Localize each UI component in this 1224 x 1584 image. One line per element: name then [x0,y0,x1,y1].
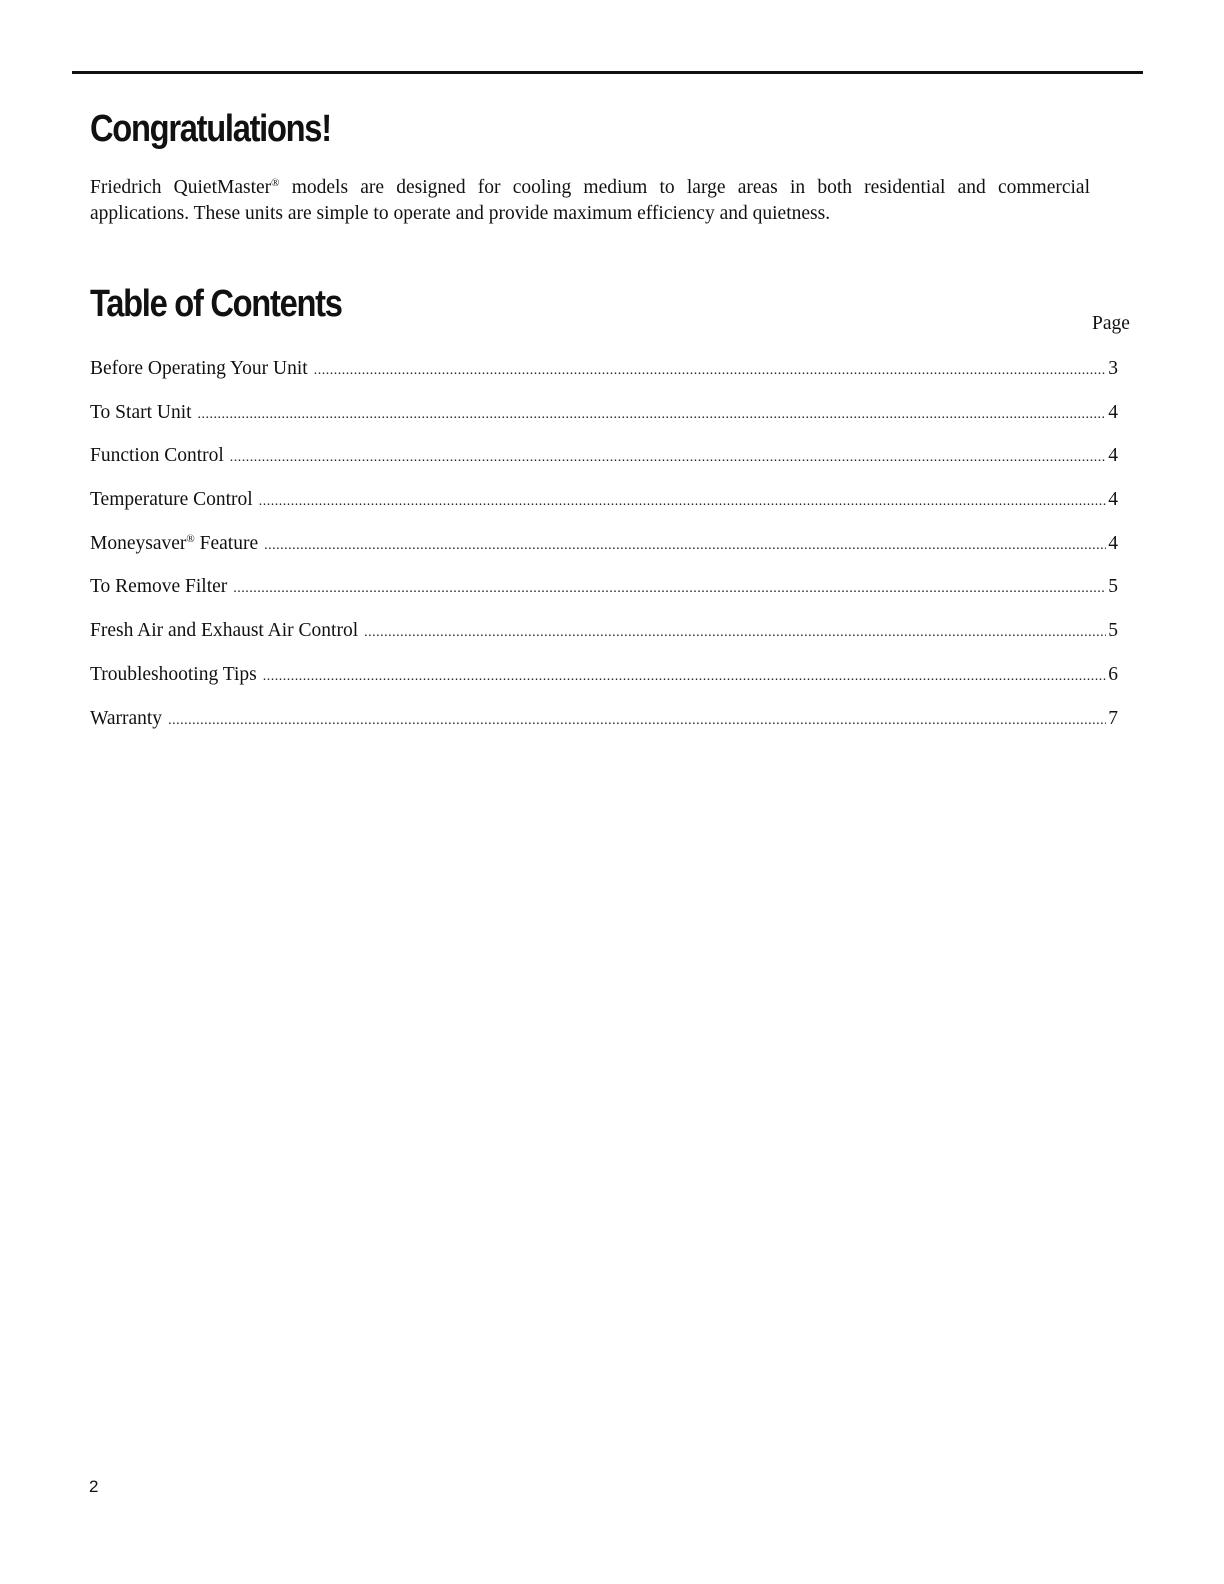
toc-entry-page: 4 [1108,401,1118,423]
intro-line-2: applications. These units are simple to operate and provide maximum efficiency and quietness. [90,203,831,224]
toc-entry-page: 5 [1108,576,1118,598]
toc-entry-page: 7 [1108,707,1118,729]
toc-entry-page: 5 [1108,620,1118,642]
toc-entry [90,620,1118,664]
toc-entry-title-text: Warranty [90,707,163,729]
toc-entry [90,533,1118,577]
page-column-label: Page [1092,313,1130,334]
toc-dot-leader [314,363,1107,379]
toc-entry-title-text: Function Control [90,445,224,467]
intro-paragraph [90,175,1090,227]
toc-dot-leader [264,538,1106,554]
toc-entry [90,445,1118,489]
toc-entry-title-text: To Remove Filter [90,576,228,598]
intro-line-1-end: models are designed for cooling medium to large areas in both residential and commercial [279,177,1090,198]
toc-entry-title-text: Temperature Control [90,489,253,511]
toc-entry [90,358,1118,402]
toc-entry-title [90,402,198,424]
registered-mark: ® [186,532,195,545]
toc-entry-page: 4 [1108,532,1118,554]
toc-dot-leader [259,494,1107,510]
toc-entry [90,489,1118,533]
toc-entry-page: 6 [1108,663,1118,685]
toc-entry-title [90,664,263,686]
toc-entry-page: 4 [1108,489,1118,511]
toc-entry [90,708,1118,752]
toc-dot-leader [364,625,1106,641]
toc-entry [90,402,1118,446]
intro-line-1-start: Friedrich QuietMaster [90,177,272,198]
toc-dot-leader [198,407,1107,423]
toc-entry-title [90,489,259,511]
toc-entry-title-text: Moneysaver [90,532,187,554]
toc-entry-title-text: Before Operating Your Unit [90,358,308,379]
toc-entry-title-text: Fresh Air and Exhaust Air Control [90,620,359,642]
table-of-contents-heading: Table of Contents [90,283,342,325]
toc-entry-title [90,620,364,642]
toc-dot-leader [263,669,1107,685]
toc-entry-title [90,533,264,555]
toc-entry-page: 3 [1108,358,1118,379]
toc-entry-title-text: Troubleshooting Tips [90,663,257,685]
toc-list [90,358,1118,751]
toc-entry-title [90,358,314,380]
toc-dot-leader [230,450,1106,466]
toc-entry-page: 4 [1108,445,1118,467]
top-divider-rule [72,71,1143,74]
toc-entry-title [90,445,230,467]
toc-entry-title-text: To Start Unit [90,401,192,423]
toc-entry [90,576,1118,620]
toc-entry [90,664,1118,708]
page-number: 2 [89,1477,99,1496]
toc-entry-title [90,708,168,730]
registered-mark: ® [271,177,280,189]
intro-line-1 [90,175,1090,201]
toc-entry-title-suffix: Feature [194,532,259,554]
toc-dot-leader [168,713,1106,729]
toc-entry-title [90,576,233,598]
toc-dot-leader [233,581,1106,597]
congratulations-heading: Congratulations! [90,108,331,150]
